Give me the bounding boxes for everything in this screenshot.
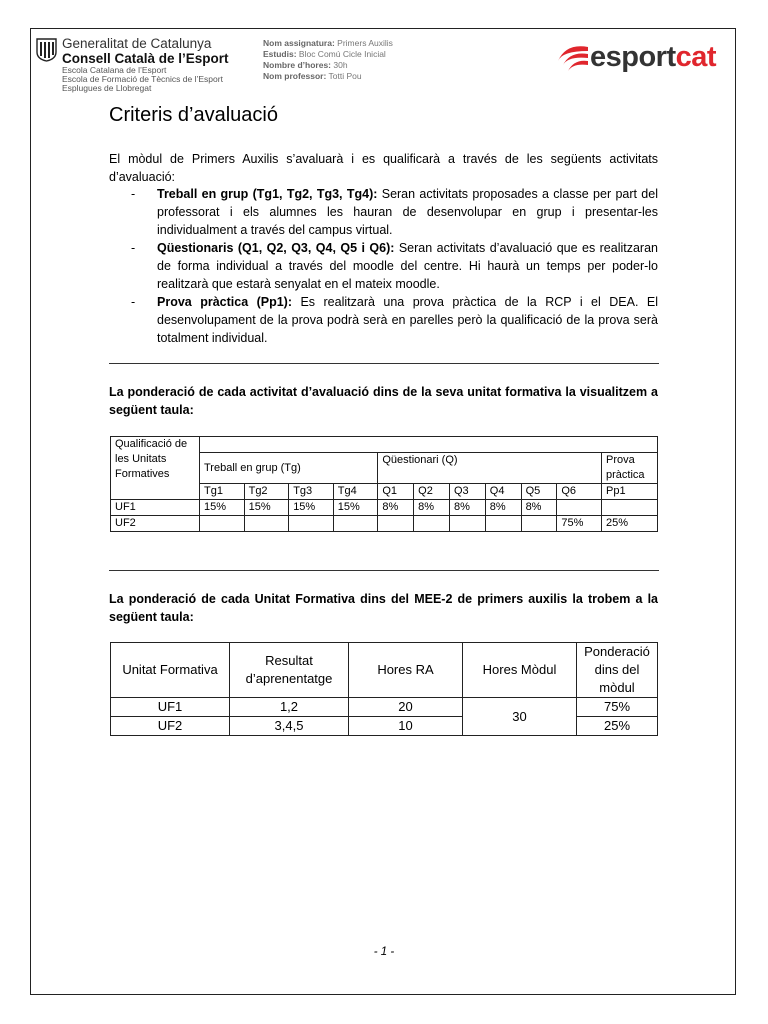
divider bbox=[109, 363, 659, 364]
intro-paragraph: El mòdul de Primers Auxilis s’avaluarà i es qualificarà a través de les següents activitats d’avaluació: bbox=[109, 152, 658, 184]
table-row: UF2 3,4,5 10 25% bbox=[111, 717, 658, 736]
list-item: - Treball en grup (Tg1, Tg2, Tg3, Tg4): Seran activitats proposades a classe per part del professorat i els alumnes les hauran de desenvolupar en grup i presentar-les individualment a través del campus virtual. bbox=[131, 187, 658, 237]
column-header: Q6 bbox=[557, 484, 602, 500]
activity-weight-table bbox=[110, 436, 658, 532]
column-header: Q5 bbox=[521, 484, 557, 500]
page-title: Criteris d’avaluació bbox=[109, 104, 278, 126]
esportcat-swirl-icon bbox=[552, 43, 592, 79]
column-header: Unitat Formativa bbox=[111, 643, 230, 698]
section-heading-activities: La ponderació de cada activitat d’avaluació dins de la seva unitat formativa la visualitzem a següent taula: bbox=[109, 385, 658, 417]
column-header: Hores RA bbox=[349, 643, 463, 698]
column-header: Pp1 bbox=[602, 484, 658, 500]
activity-list bbox=[131, 185, 658, 347]
group-header-tg: Treball en grup (Tg) bbox=[200, 453, 378, 484]
escola-line-1: Escola Catalana de l’Esport bbox=[62, 65, 167, 75]
meta-row: Nom professor: Totti Pou bbox=[263, 71, 362, 81]
group-header-q: Qüestionari (Q) bbox=[378, 453, 602, 484]
list-item: - Qüestionaris (Q1, Q2, Q3, Q4, Q5 i Q6): Seran activitats d’avaluació que es realitzaran de forma individual a través del moodle del centre. Hi haurà un temps per poder-lo realitzarà que estarà senyalat en el mateix moodle. bbox=[131, 241, 658, 291]
consell-name: Consell Català de l’Esport bbox=[62, 51, 229, 66]
table-row: UF1 1,2 20 30 75% bbox=[111, 698, 658, 717]
column-header: Tg1 bbox=[200, 484, 245, 500]
column-header: Q3 bbox=[449, 484, 485, 500]
logo-text-cat: cat bbox=[675, 41, 717, 73]
list-item: - Prova pràctica (Pp1): Es realitzarà una prova pràctica de la RCP i el DEA. El desenvolupament de la prova podrà serà en parelles però la qualificació de la prova serà totalment individual. bbox=[131, 295, 658, 345]
column-header: Q4 bbox=[485, 484, 521, 500]
column-header: Ponderació dins del mòdul bbox=[577, 643, 658, 698]
logo-text-esport: esport bbox=[590, 41, 676, 73]
escola-line-3: Esplugues de Llobregat bbox=[62, 83, 152, 93]
generalitat-emblem-icon bbox=[36, 38, 57, 62]
table-row: UF2 75% 25% bbox=[111, 516, 658, 532]
group-header-pp: Prova pràctica bbox=[602, 453, 658, 484]
section-heading-units: La ponderació de cada Unitat Formativa dins del MEE-2 de primers auxilis la trobem a la següent taula: bbox=[109, 592, 658, 624]
hores-modul-cell: 30 bbox=[463, 698, 577, 736]
escola-line-2: Escola de Formació de Tècnics de l’Esport bbox=[62, 74, 223, 84]
column-header: Tg3 bbox=[289, 484, 334, 500]
column-header: Q1 bbox=[378, 484, 414, 500]
column-header: Tg4 bbox=[333, 484, 378, 500]
course-meta bbox=[263, 38, 393, 82]
generalitat-name: Generalitat de Catalunya bbox=[62, 36, 212, 51]
unit-weight-table bbox=[110, 642, 658, 736]
divider bbox=[109, 570, 659, 571]
page-number: - 1 - bbox=[373, 946, 395, 958]
table-corner-header: Qualificació de les Unitats Formatives bbox=[111, 437, 200, 500]
meta-row: Estudis: Bloc Comú Cicle Inicial bbox=[263, 49, 386, 59]
column-header: Tg2 bbox=[244, 484, 289, 500]
table-row: UF1 15% 15% 15% 15% 8% 8% 8% 8% 8% bbox=[111, 500, 658, 516]
row-label: UF2 bbox=[111, 516, 200, 532]
esportcat-logo bbox=[552, 43, 734, 79]
column-header: Resultat d’aprenentatge bbox=[230, 643, 349, 698]
row-label: UF1 bbox=[111, 500, 200, 516]
column-header: Hores Mòdul bbox=[463, 643, 577, 698]
meta-row: Nombre d’hores: 30h bbox=[263, 60, 348, 70]
meta-row: Nom assignatura: Primers Auxilis bbox=[263, 38, 393, 48]
column-header: Q2 bbox=[414, 484, 450, 500]
